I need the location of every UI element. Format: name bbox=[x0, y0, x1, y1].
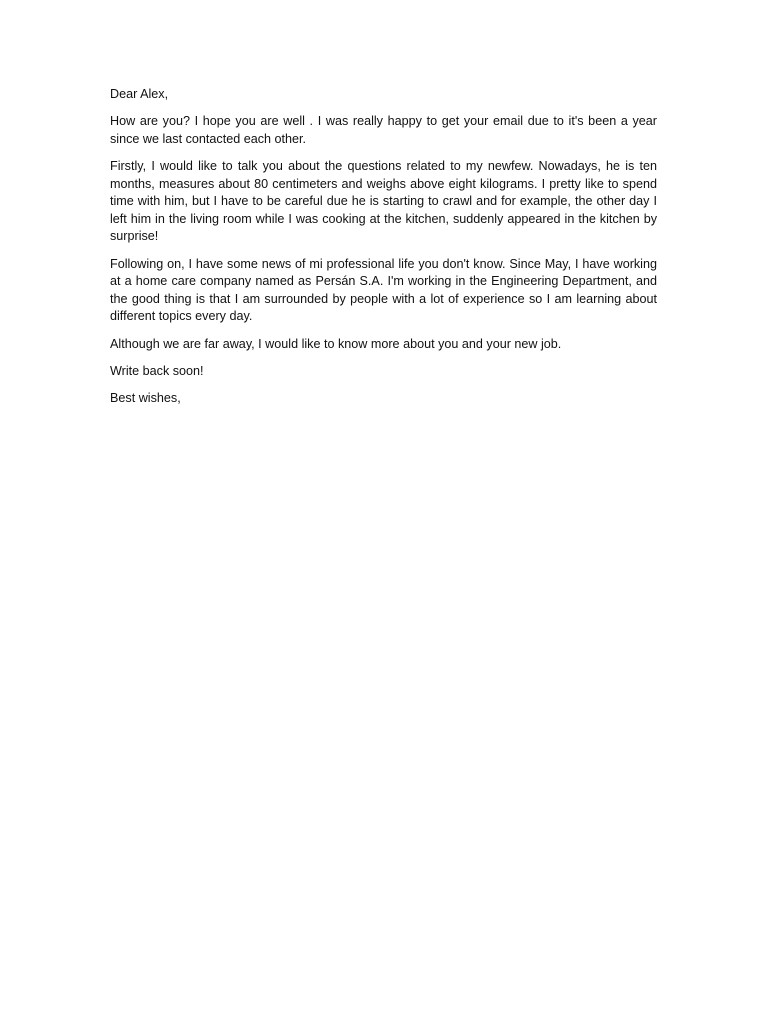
salutation: Dear Alex, bbox=[110, 87, 169, 101]
paragraph-write-back: Write back soon! bbox=[110, 363, 204, 378]
letter-body bbox=[110, 86, 657, 417]
paragraph-request: Although we are far away, I would like to know more about you and your new job. bbox=[110, 336, 562, 351]
paragraph-professional-life: Following on, I have some news of mi professional life you don't know. Since May, I have working at a home care company named as Persán S.A. I'm working in the Engineering Department, and the good thing is that I am surrounded by people with a lot of experience so I am learning about different topics every day. bbox=[110, 256, 657, 324]
closing: Best wishes, bbox=[110, 390, 181, 405]
paragraph-nephew: Firstly, I would like to talk you about the questions related to my newfew. Nowadays, he is ten months, measures about 80 centimeters and weighs above eight kilograms. I pretty like to spend time with him, but I have to be careful due he is starting to crawl and for example, the other day I left him in the living room while I was cooking at the kitchen, suddenly appeared in the kitchen by surprise! bbox=[110, 158, 657, 244]
paragraph-greeting: How are you? I hope you are well . I was really happy to get your email due to it's been a year since we last contacted each other. bbox=[110, 114, 657, 146]
